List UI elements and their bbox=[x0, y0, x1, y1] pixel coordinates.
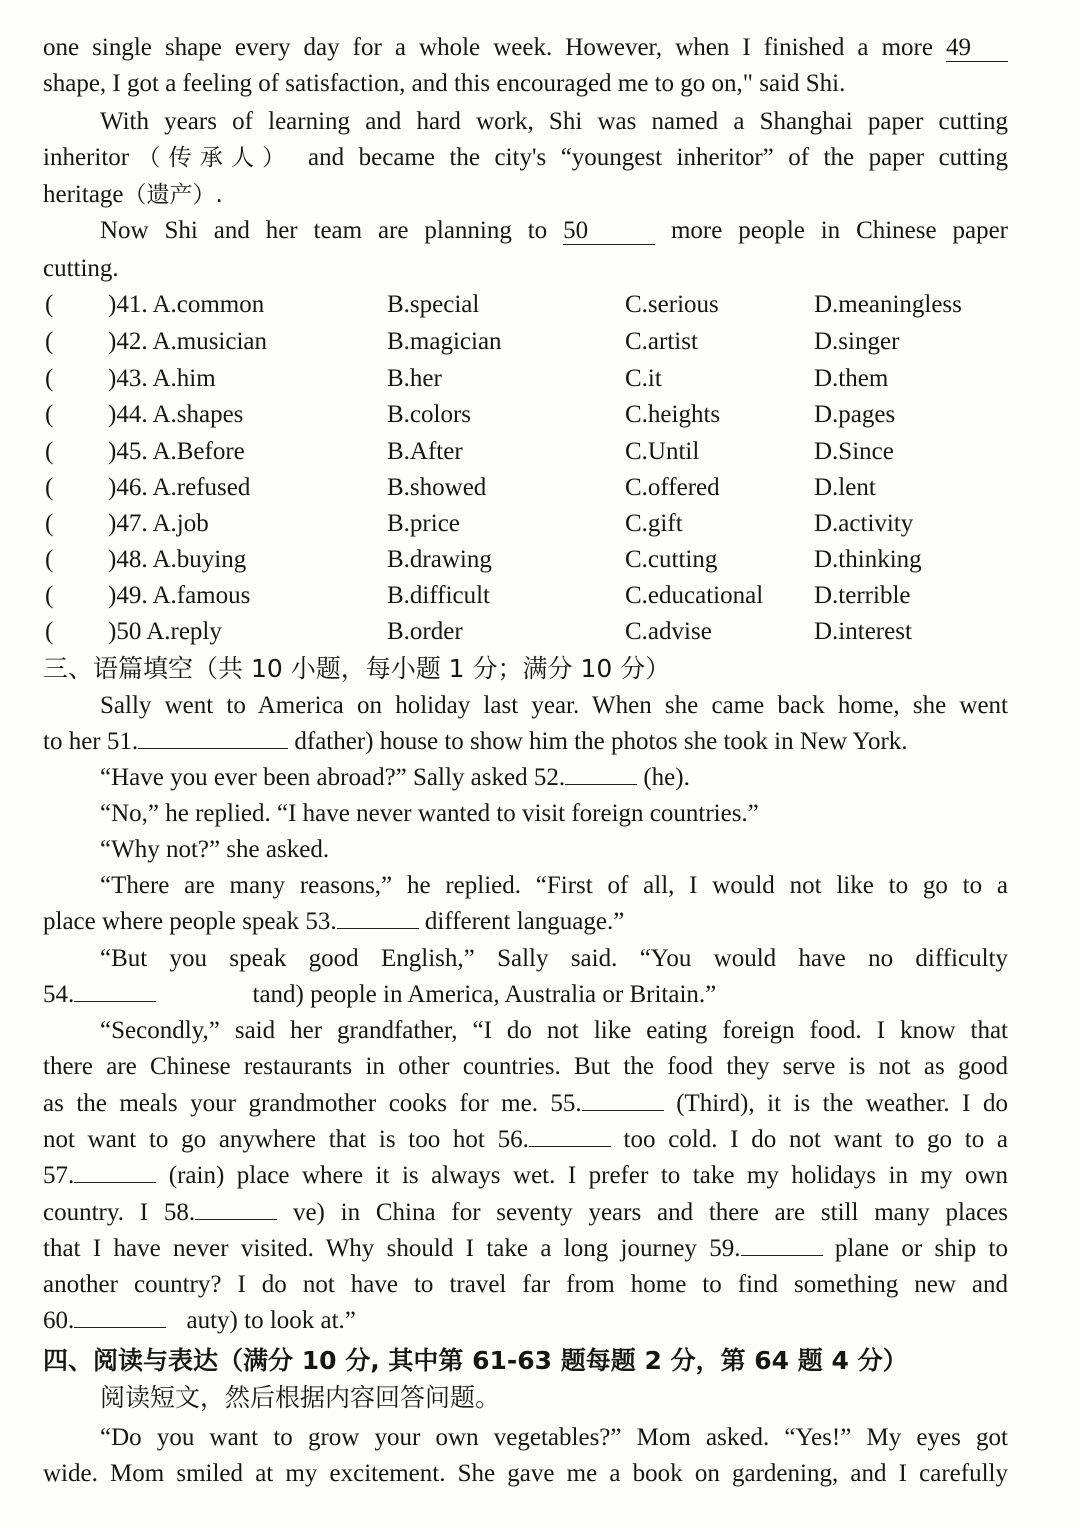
passage-line: as the meals your grandmother cooks for me. 55. (Third), it is the weather. I do bbox=[43, 1090, 1008, 1117]
answer-paren[interactable]: ( bbox=[45, 328, 54, 355]
option-c: C.cutting bbox=[625, 546, 718, 573]
blank-54[interactable] bbox=[74, 1001, 156, 1002]
option-d: D.meaningless bbox=[814, 291, 962, 318]
passage-line: cutting. bbox=[43, 255, 119, 282]
option-c: C.educational bbox=[625, 582, 764, 609]
answer-paren[interactable]: ( bbox=[45, 438, 54, 465]
option-c: C.artist bbox=[625, 328, 698, 355]
blank-52[interactable] bbox=[565, 784, 637, 785]
blank-49[interactable]: 49 bbox=[946, 35, 1008, 62]
option-a: )47. A.job bbox=[108, 510, 209, 537]
option-d: D.pages bbox=[814, 401, 896, 428]
option-d: D.them bbox=[814, 365, 889, 392]
passage-line: that I have never visited. Why should I take a long journey 59. plane or ship to bbox=[43, 1235, 1008, 1262]
passage-line: 54. tand) people in America, Australia or Britain.” bbox=[43, 981, 717, 1008]
option-a: )43. A.him bbox=[108, 365, 216, 392]
passage-line: to her 51. dfather) house to show him the photos she took in New York. bbox=[43, 728, 908, 755]
answer-paren[interactable]: ( bbox=[45, 365, 54, 392]
passage-line: inheritor（传承人） and became the city's “youngest inheritor” of the paper cutting bbox=[43, 144, 1009, 171]
option-a: )49. A.famous bbox=[108, 582, 251, 609]
blank-53[interactable] bbox=[337, 928, 419, 929]
blank-56[interactable] bbox=[529, 1146, 611, 1147]
blank-55[interactable] bbox=[582, 1110, 664, 1111]
blank-57[interactable] bbox=[74, 1182, 156, 1183]
passage-line: not want to go anywhere that is too hot 56. too cold. I do not want to go to a bbox=[43, 1126, 1009, 1153]
answer-paren[interactable]: ( bbox=[45, 582, 54, 609]
option-c: C.gift bbox=[625, 510, 683, 537]
passage-line: another country? I do not have to travel far from home to find something new and bbox=[43, 1271, 1008, 1298]
blank-60[interactable] bbox=[74, 1327, 166, 1328]
option-c: C.advise bbox=[625, 618, 712, 645]
blank-50[interactable]: 50 bbox=[563, 218, 655, 245]
passage-line: “Why not?” she asked. bbox=[100, 836, 330, 863]
option-d: D.lent bbox=[814, 474, 876, 501]
option-c: C.it bbox=[625, 365, 662, 392]
passage-line: country. I 58. ve) in China for seventy years and there are still many places bbox=[43, 1199, 1008, 1226]
answer-paren[interactable]: ( bbox=[45, 291, 54, 318]
option-d: D.singer bbox=[814, 328, 900, 355]
answer-paren[interactable]: ( bbox=[45, 546, 54, 573]
option-c: C.offered bbox=[625, 474, 720, 501]
section-heading: 三、语篇填空（共 10 小题，每小题 1 分；满分 10 分） bbox=[43, 654, 671, 683]
option-b: B.magician bbox=[387, 328, 502, 355]
option-b: B.her bbox=[387, 365, 442, 392]
option-d: D.interest bbox=[814, 618, 912, 645]
option-a: )45. A.Before bbox=[108, 438, 245, 465]
option-b: B.difficult bbox=[387, 582, 491, 609]
option-b: B.order bbox=[387, 618, 463, 645]
answer-paren[interactable]: ( bbox=[45, 510, 54, 537]
passage-line: one single shape every day for a whole week. However, when I finished a more 49 bbox=[43, 33, 1008, 63]
option-a: )50 A.reply bbox=[108, 618, 222, 645]
blank-59[interactable] bbox=[741, 1255, 823, 1256]
section-heading: 四、阅读与表达（满分 10 分, 其中第 61-63 题每题 2 分，第 64 题 4 分） bbox=[43, 1346, 908, 1375]
option-c: C.heights bbox=[625, 401, 721, 428]
passage-line: shape, I got a feeling of satisfaction, and this encouraged me to go on," said Shi. bbox=[43, 70, 846, 97]
option-d: D.thinking bbox=[814, 546, 922, 573]
option-c: C.Until bbox=[625, 438, 700, 465]
passage-line: “But you speak good English,” Sally said. “You would have no difficulty bbox=[100, 945, 1008, 972]
option-b: B.showed bbox=[387, 474, 487, 501]
option-b: B.price bbox=[387, 510, 460, 537]
passage-line: “Do you want to grow your own vegetables?” Mom asked. “Yes!” My eyes got bbox=[100, 1424, 1008, 1451]
option-b: B.special bbox=[387, 291, 480, 318]
option-a: )41. A.common bbox=[108, 291, 265, 318]
option-a: )46. A.refused bbox=[108, 474, 251, 501]
passage-line: “Have you ever been abroad?” Sally asked 52. (he). bbox=[100, 764, 690, 791]
option-d: D.Since bbox=[814, 438, 894, 465]
option-b: B.After bbox=[387, 438, 463, 465]
option-a: )48. A.buying bbox=[108, 546, 247, 573]
blank-58[interactable] bbox=[195, 1219, 277, 1220]
answer-paren[interactable]: ( bbox=[45, 474, 54, 501]
passage-line: Sally went to America on holiday last year. When she came back home, she went bbox=[100, 692, 1008, 719]
passage-line: there are Chinese restaurants in other countries. But the food they serve is not as good bbox=[43, 1053, 1008, 1080]
option-a: )44. A.shapes bbox=[108, 401, 244, 428]
option-b: B.colors bbox=[387, 401, 472, 428]
answer-paren[interactable]: ( bbox=[45, 618, 54, 645]
passage-line: “There are many reasons,” he replied. “First of all, I would not like to go to a bbox=[100, 872, 1008, 899]
passage-line: 60. auty) to look at.” bbox=[43, 1307, 356, 1334]
option-b: B.drawing bbox=[387, 546, 492, 573]
option-c: C.serious bbox=[625, 291, 719, 318]
passage-line: With years of learning and hard work, Shi was named a Shanghai paper cutting bbox=[100, 108, 1008, 135]
passage-line: 57. (rain) place where it is always wet. I prefer to take my holidays in my own bbox=[43, 1162, 1009, 1189]
passage-line: place where people speak 53. different language.” bbox=[43, 908, 625, 935]
passage-line: “No,” he replied. “I have never wanted to visit foreign countries.” bbox=[100, 800, 759, 827]
passage-line: heritage（遗产）. bbox=[43, 181, 223, 208]
answer-paren[interactable]: ( bbox=[45, 401, 54, 428]
blank-51[interactable] bbox=[138, 748, 288, 749]
option-d: D.activity bbox=[814, 510, 914, 537]
instruction-text: 阅读短文，然后根据内容回答问题。 bbox=[100, 1383, 501, 1412]
passage-line: Now Shi and her team are planning to 50 more people in Chinese paper bbox=[100, 217, 1009, 244]
passage-line: “Secondly,” said her grandfather, “I do not like eating foreign food. I know that bbox=[100, 1017, 1008, 1044]
option-a: )42. A.musician bbox=[108, 328, 268, 355]
option-d: D.terrible bbox=[814, 582, 911, 609]
passage-line: wide. Mom smiled at my excitement. She gave me a book on gardening, and I carefully bbox=[43, 1460, 1008, 1487]
